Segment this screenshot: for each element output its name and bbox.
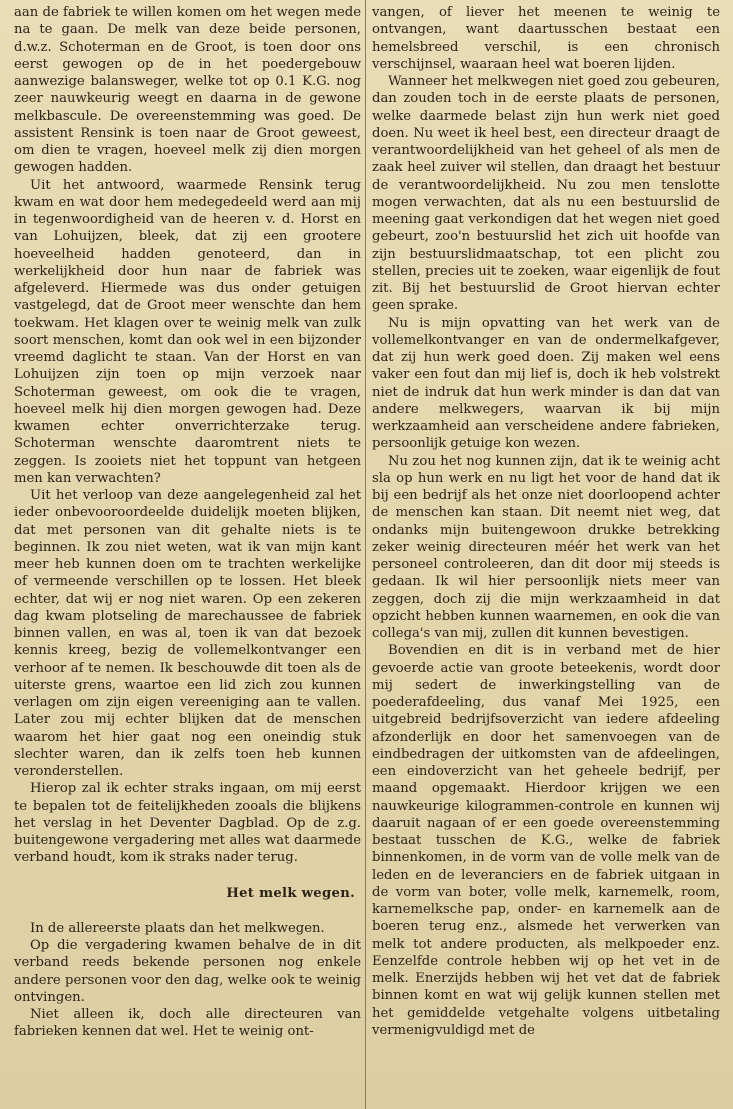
paragraph: Op die vergadering kwamen behalve de in dit verband reeds bekende personen nog enkele andere personen voor den dag, welke ook te weinig ontvingen. <box>14 938 361 1005</box>
paragraph: In de allereerste plaats dan het melkwegen. <box>30 920 325 936</box>
article-column-left <box>14 4 361 1105</box>
article-column-right <box>372 4 720 1105</box>
paragraph: Bovendien en dit is in verband met de hier gevoerde actie van groote beteekenis, wordt door mij sedert de inwerkingstelling van de poederafdeeling, dus vanaf Mei 1925, een uitgebreid bedrijfsoverzicht van iedere afdeeling afzonderlijk en door het samenvoegen van de eindbedragen der uitkomsten van de afdeelingen, een eindoverzicht van het geheele bedrijf, per maand opgemaakt. Hierdoor krijgen we een nauwkeurige kilogrammen-controle en kunnen wij daaruit nagaan of er een goede overeenstemming bestaat tusschen de K.G., welke de fabriek binnenkomen, in de vorm van de volle melk van de leden en de leveranciers en de fabriek uitgaan in de vorm van boter, volle melk, karnemelk, room, karnemelksche pap, onder- en karnemelk aan de boeren terug enz., alsmede het verwerken van melk tot andere producten, als melkpoeder enz. Eenzelfde controle hebben wij op het vet in de melk. Enerzijds hebben wij het vet dat de fabriek binnen komt en wat wij gelijk kunnen stellen met het gemiddelde vetgehalte volgens uitbetaling vermenigvuldigd met de <box>372 643 720 1038</box>
paragraph: Uit het antwoord, waarmede Rensink terug kwam en wat door hem medegedeeld werd aan mij in tegenwoordigheid van de heeren v. d. Horst en van Lohuijzen, bleek, dat zij een grootere hoeveelheid hadden genoteerd, dan in werkelijkheid door hun naar de fabriek was afgeleverd. Hiermede was dus onder getuigen vastgelegd, dat de Groot meer wenschte dan hem toekwam. Het klagen over te weinig melk van zulk soort menschen, komt dan ook wel in een bijzonder vreemd daglicht te staan. Van der Horst en van Lohuijzen zijn toen op mijn verzoek naar Schoterman geweest, om ook die te vragen, hoeveel melk hij dien morgen gewogen had. Deze kwamen echter onverrichterzake terug. Schoterman wenschte daaromtrent niets te zeggen. Is zooiets niet het toppunt van hetgeen men kan verwachten? <box>14 177 361 486</box>
paragraph: Niet alleen ik, doch alle directeuren van fabrieken kennen dat wel. Het te weinig ont- <box>14 1007 361 1040</box>
paragraph: Nu zou het nog kunnen zijn, dat ik te weinig acht sla op hun werk en nu ligt het voor de hand dat ik bij een bedrijf als het onze niet doorloopend achter de menschen kan staan. Dit neemt niet weg, dat ondanks mijn buitengewoon drukke betrekking zeker weinig directeuren méér het werk van het personeel controleeren, dan dit door mij steeds is gedaan. Ik wil hier persoonlijk niets meer van zeggen, doch zij die mijn werkzaamheid in dat opzicht hebben kunnen waarnemen, en ook die van collega's van mij, zullen dit kunnen bevestigen. <box>372 453 720 641</box>
column-divider <box>365 0 366 1109</box>
paragraph: Nu is mijn opvatting van het werk van de vollemelkontvanger en van de ondermelkafgever, dat zij hun werk goed doen. Zij maken wel eens vaker een fout dan mij lief is, doch ik heb volstrekt niet de indruk dat hun werk minder is dan dat van andere melkwegers, waarvan ik bij mijn werkzaamheid aan verscheidene andere fabrieken, persoonlijk getuige kon wezen. <box>372 315 720 452</box>
paragraph: Wanneer het melkwegen niet goed zou gebeuren, dan zouden toch in de eerste plaats de personen, welke daarmede belast zijn hun werk niet goed doen. Nu weet ik heel best, een directeur draagt de verantwoordelijkheid van het geheel of als men de zaak heel zuiver wil stellen, dan draagt het bestuur de verantwoordelijkheid. Nu zou men tenslotte mogen verwachten, dat als nu een bestuurslid de meening gaat verkondigen dat het wegen niet goed gebeurt, zoo'n bestuurslid het zich uit hoofde van zijn bestuurslidmaatschap, tot een plicht zou stellen, precies uit te zoeken, waar eigenlijk de fout zit. Bij het bestuurslid de Groot hiervan echter geen sprake. <box>372 74 720 314</box>
paragraph: vangen, of liever het meenen te weinig te ontvangen, want daartusschen bestaat een hemelsbreed verschil, is een chronisch verschijnsel, waaraan heel wat boeren lijden. <box>372 5 720 72</box>
paragraph: aan de fabriek te willen komen om het wegen mede na te gaan. De melk van deze beide personen, d.w.z. Schoterman en de Groot, is toen door ons eerst gewogen op de in het poedergebouw aanwezige balansweger, welke tot op 0.1 K.G. nog zeer nauwkeurig weegt en daarna in de gewone melkbascule. De overeenstemming was goed. De assistent Rensink is toen naar de Groot geweest, om dien te vragen, hoeveel melk zij dien morgen gewogen hadden. <box>14 5 361 176</box>
paragraph: Hierop zal ik echter straks ingaan, om mij eerst te bepalen tot de feitelijkheden zooals die blijkens het verslag in het Deventer Dagblad. Op de z.g. buitengewone vergadering met alles wat daarmede verband houdt, kom ik straks nader terug. <box>14 781 361 866</box>
paragraph: Uit het verloop van deze aangelegenheid zal het ieder onbevooroordeelde duidelijk moeten blijken, dat met personen van dit gehalte niets is te beginnen. Ik zou niet weten, wat ik van mijn kant meer heb kunnen doen om te trachten werkelijke of vermeende verschillen op te lossen. Het bleek echter, dat wij er nog niet waren. Op een zekeren dag kwam plotseling de marechaussee de fabriek binnen vallen, en was al, toen ik van dat bezoek kennis kreeg, bezig de vollemelkontvanger een verhoor af te nemen. Ik beschouwde dit toen als de uiterste grens, waartoe een lid zich zou kunnen verlagen om zijn eigen vereeniging aan te vallen. Later zou mij echter blijken dat de menschen waarom het hier gaat nog een oneindig stuk slechter waren, dan ik zelfs toen heb kunnen veronderstellen. <box>14 488 361 779</box>
section-subheading: Het melk wegen. <box>226 885 355 901</box>
